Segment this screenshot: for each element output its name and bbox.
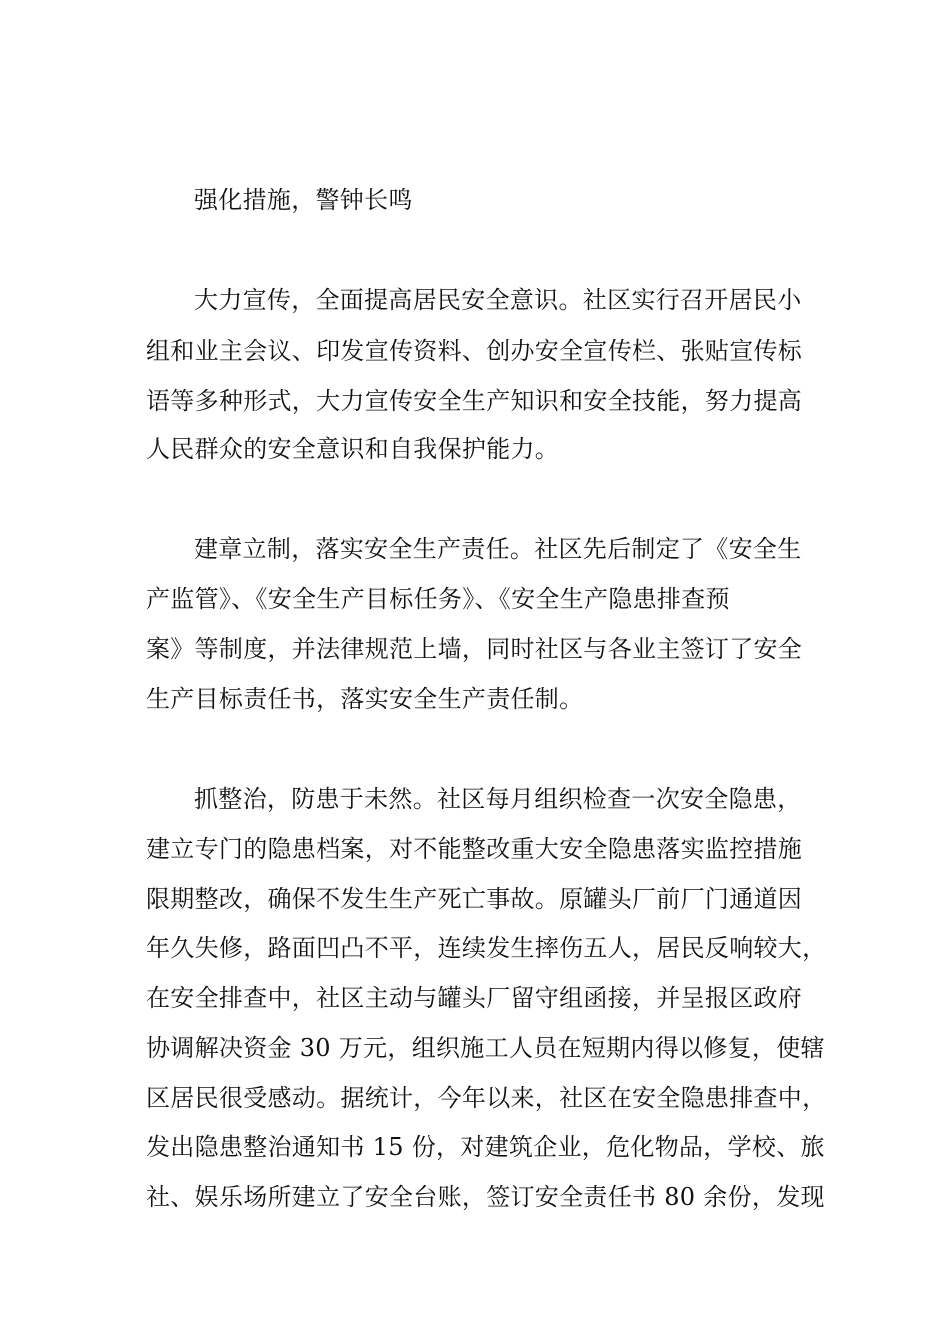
paragraph-line: 生产目标责任书，落实安全生产责任制。 bbox=[146, 685, 584, 713]
paragraph-line: 组和业主会议、印发宣传资料、创办安全宣传栏、张贴宣传标 bbox=[146, 337, 803, 365]
paragraph-line: 发出隐患整治通知书 15 份，对建筑企业，危化物品，学校、旅 bbox=[146, 1133, 825, 1161]
paragraph-line: 语等多种形式，大力宣传安全生产知识和安全技能，努力提高 bbox=[146, 387, 803, 415]
paragraph-line: 大力宣传，全面提高居民安全意识。社区实行召开居民小 bbox=[194, 286, 802, 314]
paragraph-line: 案》等制度，并法律规范上墙，同时社区与各业主签订了安全 bbox=[146, 635, 803, 663]
paragraph-line: 限期整改，确保不发生生产死亡事故。原罐头厂前厂门通道因 bbox=[146, 885, 803, 913]
paragraph-line: 年久失修，路面凹凸不平，连续发生摔伤五人，居民反响较大， bbox=[146, 934, 827, 962]
section-heading: 强化措施，警钟长鸣 bbox=[194, 186, 413, 214]
paragraph-line: 区居民很受感动。据统计，今年以来，社区在安全隐患排查中， bbox=[146, 1084, 827, 1112]
paragraph-line: 抓整治，防患于未然。社区每月组织检查一次安全隐患， bbox=[194, 785, 802, 813]
paragraph-line: 建章立制，落实安全生产责任。社区先后制定了《安全生 bbox=[194, 535, 802, 563]
paragraph-line: 建立专门的隐患档案，对不能整改重大安全隐患落实监控措施 bbox=[146, 835, 803, 863]
paragraph-line: 社、娱乐场所建立了安全台账，签订安全责任书 80 余份，发现 bbox=[146, 1183, 825, 1211]
paragraph-line: 在安全排查中，社区主动与罐头厂留守组函接，并呈报区政府 bbox=[146, 984, 803, 1012]
paragraph-line: 产监管》、《安全生产目标任务》、《安全生产隐患排查预 bbox=[146, 585, 730, 613]
paragraph-line: 协调解决资金 30 万元，组织施工人员在短期内得以修复，使辖 bbox=[146, 1034, 825, 1062]
paragraph-line: 人民群众的安全意识和自我保护能力。 bbox=[146, 435, 560, 463]
